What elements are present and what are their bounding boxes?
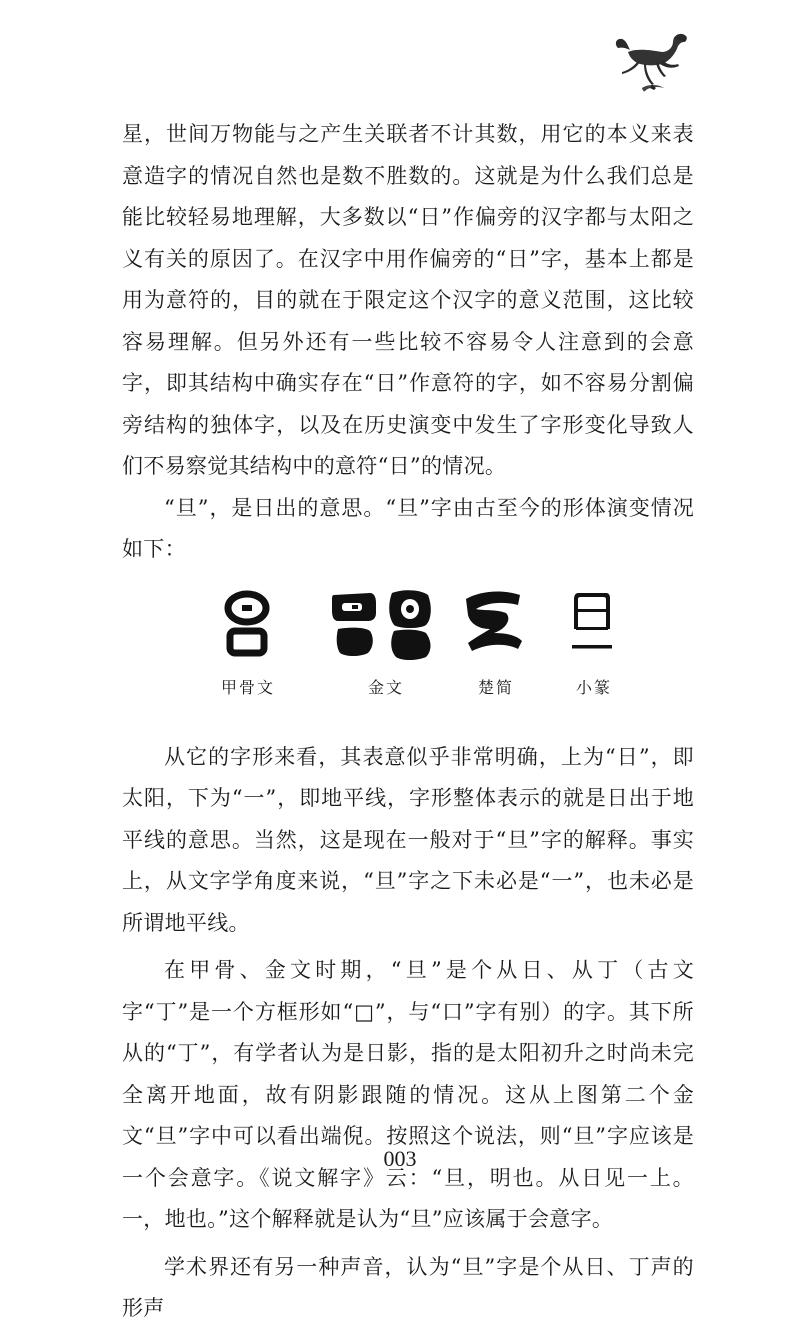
chu-slip-glyph-icon <box>462 589 526 659</box>
label-bronze: 金文 <box>367 677 404 697</box>
oracle-bone-glyph-icon <box>222 589 272 659</box>
bronze-glyph-2-icon <box>386 589 434 663</box>
glyph-evolution-figure <box>122 579 694 729</box>
bronze-glyph-1-icon <box>330 589 378 661</box>
label-small-seal: 小篆 <box>575 677 612 697</box>
page-number: 003 <box>383 1146 417 1171</box>
label-oracle-bone: 甲骨文 <box>220 677 275 697</box>
paragraph-5: 学术界还有另一种声音，认为“旦”字是个从日、丁声的形声 <box>122 1254 694 1320</box>
paragraph-3: 从它的字形来看，其表意似乎非常明确，上为“日”，即太阳，下为“一”，即地平线，字形整体表示的就是日出于地平线的意思。当然，这是现在一般对于“旦”字的解释。事实上，从文字学角度来说，“旦”字之下未必是“一”，也未必是所谓地平线。 <box>122 744 694 935</box>
paragraph-2: “旦”，是日出的意思。“旦”字由古至今的形体演变情况如下： <box>122 495 694 561</box>
paragraph-4: 在甲骨、金文时期，“旦”是个从日、从丁（古文字“丁”是一个方框形如“□”，与“口”字有别）的字。其下所从的“丁”，有学者认为是日影，指的是太阳初升之时尚未完全离开地面，故有阴影跟随的情况。这从上图第二个金文“旦”字中可以看出端倪。按照这个说法，则“旦”字应该是一个会意字。《说文解字》云：“旦，明也。从日见一上。一，地也。”这个解释就是认为“旦”应该属于会意字。 <box>122 958 694 1231</box>
small-seal-glyph-icon <box>570 589 614 659</box>
label-chu-slip: 楚简 <box>477 677 514 697</box>
paragraph-1: 星，世间万物能与之产生关联者不计其数，用它的本义来表意造字的情况自然也是数不胜数的。这就是为什么我们总是能比较轻易地理解，大多数以“日”作偏旁的汉字都与太阳之义有关的原因了。在汉字中用作偏旁的“日”字，基本上都是用为意符的，目的就在于限定这个汉字的意义范围，这比较容易理解。但另外还有一些比较不容易令人注意到的会意字，即其结构中确实存在“日”作意符的字，如不容易分割偏旁结构的独体字，以及在历史演变中发生了字形变化导致人们不易察觉其结构中的意符“日”的情况。 <box>122 122 694 478</box>
galloping-horse-icon <box>612 30 692 102</box>
